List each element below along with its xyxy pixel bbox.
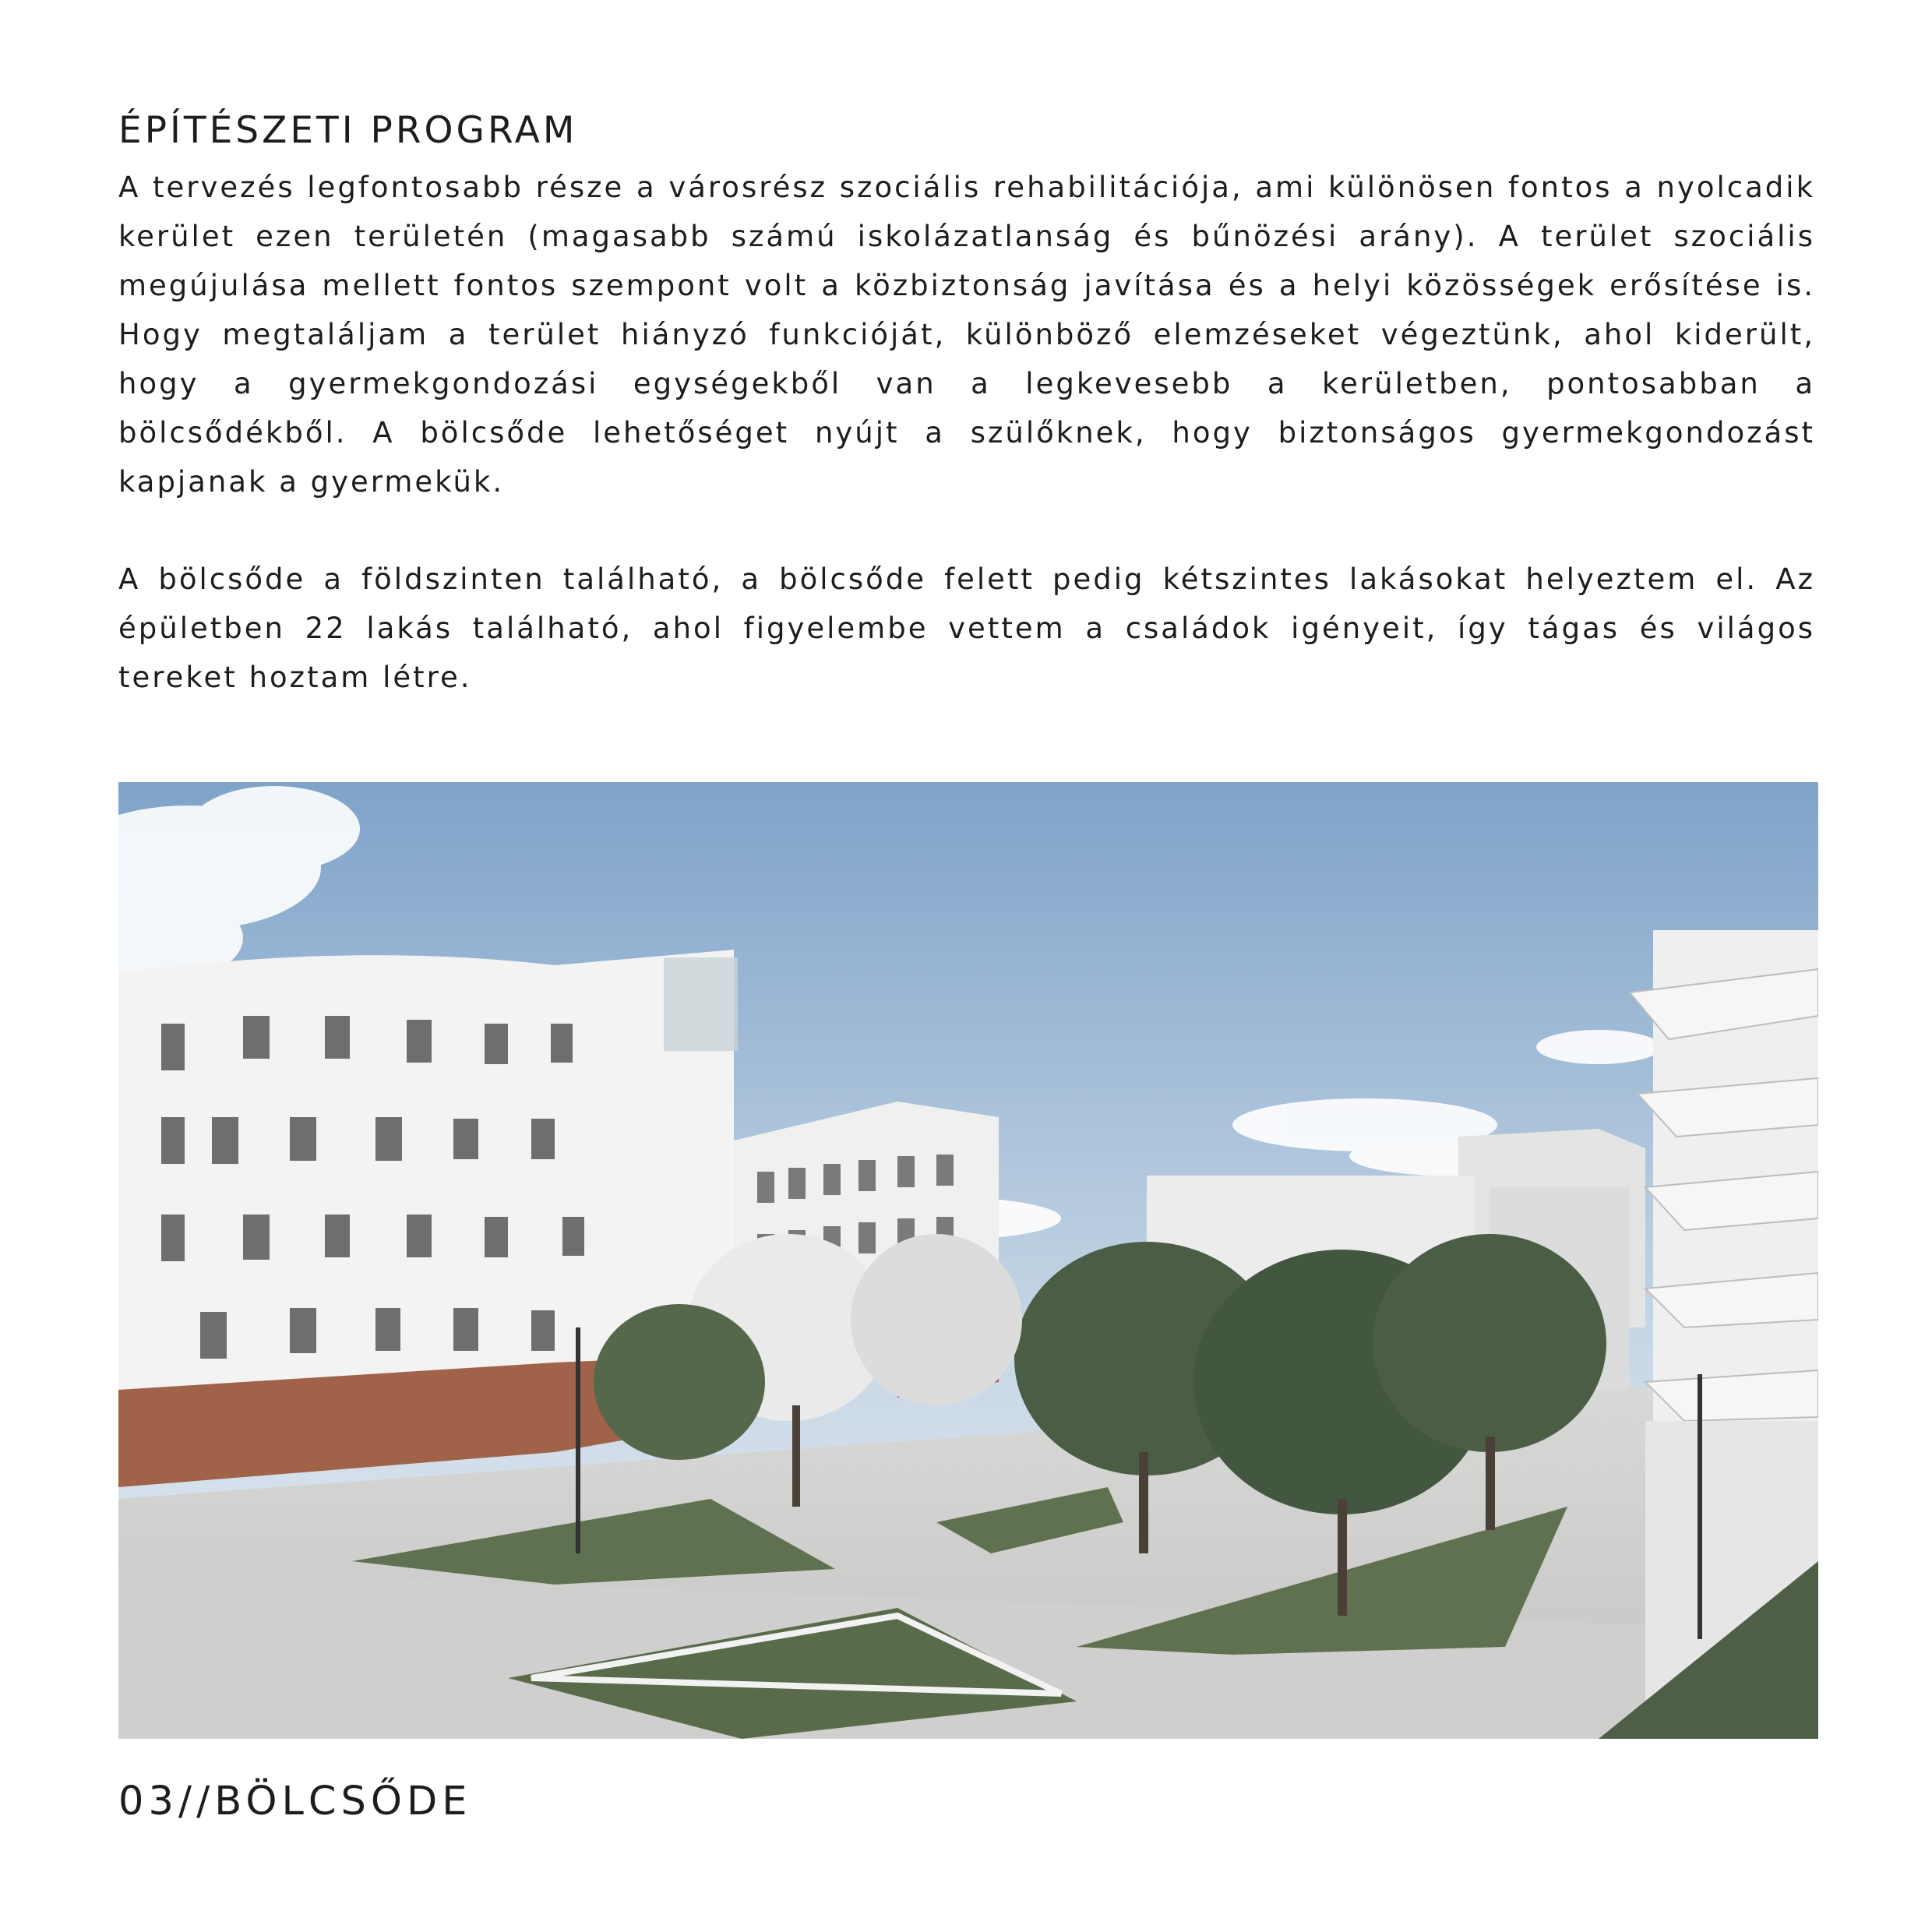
paragraph-intro: A tervezés legfontosabb része a városrész szociális rehabilitációja, ami különösen fontos a nyolcadik kerület ezen területén (magasabb számú iskolázatlanság és bűnözési arány). A terület szociális megújulása mellett fontos szempont volt a közbiztonság javítása és a helyi közösségek erősítése is. Hogy megtaláljam a terület hiányzó funkcióját, különböző elemzéseket végeztünk, ahol kiderült, hogy a gyermekgondozási egységekből van a legkevesebb a kerületben, pontosabban a bölcsődékből. A bölcsőde lehetőséget nyújt a szülőknek, hogy biztonságos gyermekgondozást kapjanak a gyermekük.: [118, 171, 1815, 499]
page-title: ÉPÍTÉSZETI PROGRAM: [118, 109, 578, 152]
architectural-rendering: [118, 782, 1818, 1739]
rendering-image: [118, 782, 1818, 1739]
paragraph-building: A bölcsőde a földszinten található, a bölcsőde felett pedig kétszintes lakásokat helyeztem el. Az épületben 22 lakás található, ahol figyelembe vettem a családok igényeit, így tágas és világos tereket hoztam létre.: [118, 562, 1815, 694]
page-caption: 03//BÖLCSŐDE: [118, 1779, 472, 1824]
